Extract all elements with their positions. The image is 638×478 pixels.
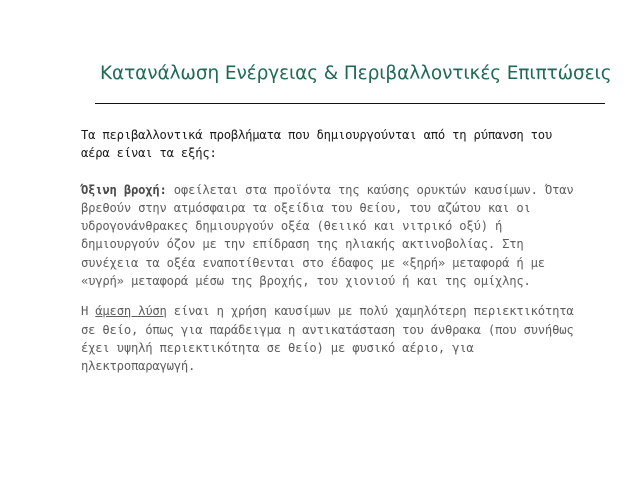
slide-body [81,126,581,376]
acid-rain-text: οφείλεται στα προϊόντα της καύσης ορυκτών καυσίμων. Όταν βρεθούν στην ατμόσφαιρα τα οξείδια του θείου, του αζώτου και οι υδρογονάνθρακες δημιουργούν οξέα (θειικό και νιτρικό οξύ) ή δημιουργούν όζον με την επίδραση της ηλιακής ακτινοβολίας. Στη συνέχεια τα οξέα εναποτίθενται στο έδαφος με «ξηρή» μεταφορά ή με «υγρή» μεταφορά μέσω της βροχής, του χιονιού ή και της ομίχλης. [81,182,574,289]
acid-rain-term: Όξινη βροχή: [81,182,167,197]
direct-solution-link[interactable]: άμεση λύση [95,304,167,319]
acid-rain-paragraph [81,181,581,291]
title-divider [95,103,605,104]
slide-title: Κατανάλωση Ενέργειας & Περιβαλλοντικές Επιπτώσεις [100,63,612,84]
solution-text: είναι η χρήση καυσίμων με πολύ χαμηλότερη περιεκτικότητα σε θείο, όπως για παράδειγμα η αντικατάσταση του άνθρακα (που συνήθως έχει υψηλή περιεκτικότητα σε θείο) με φυσικό αέριο, για ηλεκτροπαραγωγή. [81,304,574,374]
intro-paragraph: Τα περιβαλλοντικά προβλήματα που δημιουργούνται από τη ρύπανση του αέρα είναι τα εξής: [81,128,553,161]
solution-paragraph [81,302,581,375]
solution-prefix: Η [81,304,96,319]
